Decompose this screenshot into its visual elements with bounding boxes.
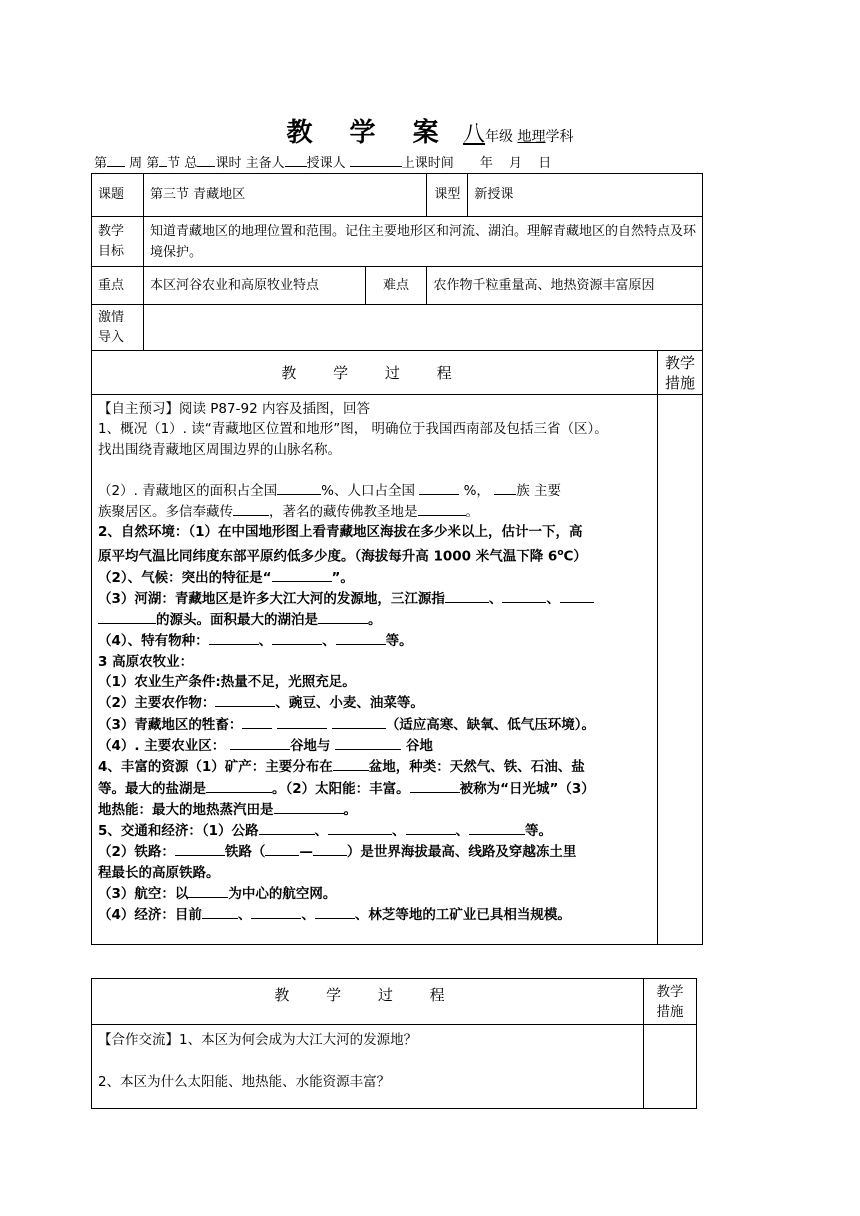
line-rivers: （3）河湖：青藏地区是许多大江大河的发源地，三江源指 、 、 bbox=[98, 588, 651, 609]
teacher-blank[interactable] bbox=[350, 154, 402, 167]
line-lake: 的源头。面积最大的湖泊是 。 bbox=[98, 609, 651, 630]
line-farm-areas: （4）. 主要农业区： 谷地与 谷地 bbox=[98, 735, 651, 756]
blank-crop[interactable] bbox=[215, 692, 275, 707]
month-label: 月 bbox=[509, 156, 523, 171]
blank-valley-2[interactable] bbox=[335, 735, 401, 750]
type-value: 新授课 bbox=[468, 174, 703, 217]
topic-label: 课题 bbox=[92, 174, 144, 217]
section-suffix: 节 总 bbox=[167, 156, 198, 171]
blank-city-2[interactable] bbox=[251, 904, 301, 919]
line-salt-lake: 等。最大的盐湖是 。（2）太阳能：丰富。 被称为“日光城”（3） bbox=[98, 778, 651, 799]
blank-rail-from[interactable] bbox=[265, 841, 299, 856]
subject-value: 地理 bbox=[517, 129, 546, 145]
blank-river-1[interactable] bbox=[445, 588, 489, 603]
line-environment: 2、自然环境：（1）在中国地形图上看青藏地区海拔在多少米以上，估计一下，高 bbox=[98, 524, 583, 541]
blank-road-2[interactable] bbox=[328, 820, 392, 835]
blank-valley-1[interactable] bbox=[230, 735, 290, 750]
blank-holy-site[interactable] bbox=[418, 501, 466, 516]
line-roads: 5、交通和经济：（1）公路 、 、 、 等。 bbox=[98, 820, 651, 841]
type-label: 课型 bbox=[427, 174, 468, 217]
blank-species-3[interactable] bbox=[336, 630, 386, 645]
line-religion: 族聚居区。多信奉藏传 ，著名的藏传佛教圣地是 。 bbox=[98, 501, 651, 522]
process-header: 教 学 过 程 bbox=[92, 351, 658, 395]
meta-line bbox=[94, 152, 714, 171]
blank-river-3b[interactable] bbox=[98, 609, 156, 624]
goal-label: 教学 目标 bbox=[92, 217, 144, 267]
line-temperature: 原平均气温比同纬度东部平原约低多少度。（海拔每升高 1000 米气温下降 6$^o$C） bbox=[98, 547, 587, 565]
line-railway: （2）铁路： 铁路（ — ）是世界海拔最高、线路及穿越冻土里 bbox=[98, 841, 651, 862]
blank-area[interactable] bbox=[277, 480, 321, 495]
measures-header-2: 教学 措施 bbox=[644, 979, 697, 1025]
blank-sun-city[interactable] bbox=[410, 778, 460, 793]
blank-city-3[interactable] bbox=[315, 904, 355, 919]
week-suffix: 周 第 bbox=[129, 156, 160, 171]
grade-value: 八 bbox=[463, 122, 486, 147]
line-railway-2: 程最长的高原铁路。 bbox=[98, 864, 220, 881]
line-overview: 1、概况（1）. 读“青藏地区位置和地形”图， 明确位于我国西南部及包括三省（区）。 bbox=[98, 421, 608, 438]
process-header-2: 教 学 过 程 bbox=[92, 979, 644, 1025]
line-species: （4）、特有物种： 、 、 等。 bbox=[98, 630, 651, 651]
blank-religion[interactable] bbox=[233, 501, 269, 516]
subject-suffix: 学科 bbox=[545, 129, 574, 145]
day-label: 日 bbox=[538, 156, 552, 171]
question-1: 【合作交流】1、本区为何会成为大江大河的发源地？ bbox=[98, 1032, 418, 1048]
measures-header: 教学 措施 bbox=[658, 351, 703, 395]
blank-railway[interactable] bbox=[175, 841, 225, 856]
line-aviation: （3）航空：以 为中心的航空网。 bbox=[98, 883, 651, 904]
key-value: 本区河谷农业和高原牧业特点 bbox=[143, 267, 365, 305]
preview-heading: 【自主预习】阅读 P87-92 内容及插图，回答 bbox=[98, 401, 370, 417]
blank-basin[interactable] bbox=[333, 756, 369, 771]
line-conditions: （1）农业生产条件:热量不足，光照充足。 bbox=[98, 674, 356, 691]
question-2: 2、本区为什么太阳能、地热能、水能资源丰富？ bbox=[98, 1074, 391, 1090]
intro-content[interactable] bbox=[143, 305, 702, 351]
blank-ethnic[interactable] bbox=[494, 480, 516, 495]
blank-species-2[interactable] bbox=[272, 630, 322, 645]
blank-road-3[interactable] bbox=[406, 820, 456, 835]
intro-label: 激情 导入 bbox=[92, 305, 144, 351]
blank-river-3a[interactable] bbox=[560, 588, 594, 603]
blank-city-1[interactable] bbox=[202, 904, 238, 919]
line-minerals: 4、丰富的资源（1）矿产：主要分布在 盆地，种类：天然气、铁、石油、盐 bbox=[98, 756, 651, 777]
lesson-suffix: 课时 主备人 bbox=[215, 156, 285, 171]
title-text: 教 学 案 bbox=[286, 118, 453, 148]
line-climate: （2）、气候：突出的特征是“ ”。 bbox=[98, 567, 651, 588]
lesson-plan-table bbox=[91, 173, 703, 945]
measures-content[interactable] bbox=[658, 395, 703, 945]
blank-livestock-2[interactable] bbox=[277, 714, 327, 729]
measures-content-2[interactable] bbox=[644, 1025, 697, 1109]
teacher-label: 授课人 bbox=[306, 156, 346, 171]
lesson-blank[interactable] bbox=[197, 154, 215, 167]
blank-species-1[interactable] bbox=[209, 630, 259, 645]
line-economy: （4）经济：目前 、 、 、林芝等地的工矿业已具相当规模。 bbox=[98, 904, 651, 925]
document-title bbox=[0, 112, 860, 149]
process-content bbox=[92, 395, 658, 945]
key-label: 重点 bbox=[92, 267, 144, 305]
blank-livestock-1[interactable] bbox=[242, 714, 272, 729]
grade-suffix: 年级 bbox=[485, 129, 514, 145]
cooperation-table bbox=[91, 978, 697, 1109]
blank-aviation[interactable] bbox=[188, 883, 228, 898]
line-crops: （2）主要农作物： 、豌豆、小麦、油菜等。 bbox=[98, 692, 651, 713]
blank-salt-lake[interactable] bbox=[206, 778, 272, 793]
goal-value: 知道青藏地区的地理位置和范围。记住主要地形区和河流、湖泊。理解青藏地区的自然特点及环境保护。 bbox=[143, 217, 702, 267]
line-livestock: （3）青藏地区的牲畜： （适应高寒、缺氧、低气压环境）。 bbox=[98, 714, 651, 735]
blank-livestock-3[interactable] bbox=[332, 714, 386, 729]
topic-value: 第三节 青藏地区 bbox=[143, 174, 427, 217]
blank-geothermal[interactable] bbox=[274, 799, 344, 814]
line-agriculture: 3 高原农牧业： bbox=[98, 653, 194, 670]
year-label: 年 bbox=[479, 156, 493, 171]
cooperation-content bbox=[92, 1025, 644, 1109]
blank-road-4[interactable] bbox=[469, 820, 525, 835]
blank-population[interactable] bbox=[419, 480, 459, 495]
line-geothermal: 地热能：最大的地热蒸汽田是 。 bbox=[98, 799, 651, 820]
blank-climate[interactable] bbox=[272, 567, 332, 582]
difficulty-label: 难点 bbox=[365, 267, 427, 305]
blank-road-1[interactable] bbox=[259, 820, 315, 835]
preparer-blank[interactable] bbox=[285, 154, 307, 167]
blank-rail-to[interactable] bbox=[313, 841, 347, 856]
line-area: （2）. 青藏地区的面积占全国 %、人口占全国 %， 族 主要 bbox=[98, 480, 651, 501]
blank-lake[interactable] bbox=[318, 609, 368, 624]
difficulty-value: 农作物千粒重量高、地热资源丰富原因 bbox=[427, 267, 703, 305]
line-mountains: 找出围绕青藏地区周围边界的山脉名称。 bbox=[98, 441, 341, 458]
time-label: 上课时间 bbox=[401, 156, 454, 171]
week-prefix: 第 bbox=[94, 156, 108, 171]
blank-river-2[interactable] bbox=[502, 588, 546, 603]
week-blank[interactable] bbox=[107, 154, 125, 167]
